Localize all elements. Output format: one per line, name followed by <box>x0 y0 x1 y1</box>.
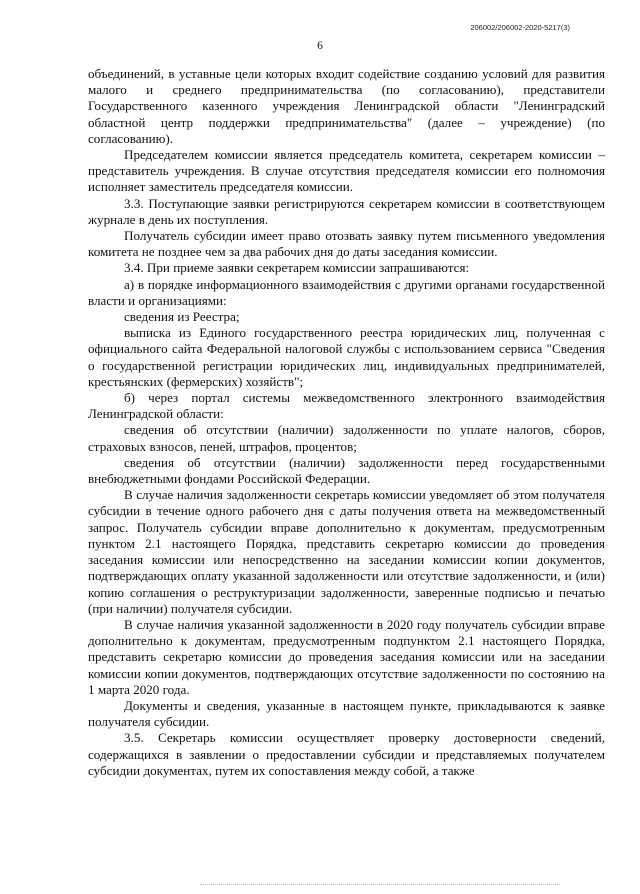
paragraph: сведения об отсутствии (наличии) задолженности по уплате налогов, сборов, страховых взносов, пеней, штрафов, процентов; <box>88 422 605 454</box>
paragraph: выписка из Единого государственного реестра юридических лиц, полученная с официального сайта Федеральной налоговой службы с использованием сервиса "Сведения о государственной регистрации юридических лиц, индивидуальных предпринимателей, крестьянских (фермерских) хозяйств"; <box>88 325 605 389</box>
paragraph: Председателем комиссии является председатель комитета, секретарем комиссии – представитель учреждения. В случае отсутствия председателя комиссии его полномочия исполняет заместитель председателя комиссии. <box>88 147 605 195</box>
paragraph: Получатель субсидии имеет право отозвать заявку путем письменного уведомления комитета не позднее чем за два рабочих дня до даты заседания комиссии. <box>88 228 605 260</box>
document-id: 206002/206002-2020-5217(3) <box>470 23 570 32</box>
paragraph: 3.4. При приеме заявки секретарем комиссии запрашиваются: <box>124 260 470 276</box>
document-body <box>88 66 605 779</box>
paragraph: сведения об отсутствии (наличии) задолженности перед государственными внебюджетными фондами Российской Федерации. <box>88 454 605 487</box>
paragraph: сведения из Реестра; <box>124 309 240 325</box>
page-number: 6 <box>317 40 323 52</box>
paragraph: 3.5. Секретарь комиссии осуществляет проверку достоверности сведений, содержащихся в заявлении о предоставлении субсидии и представляемых получателем субсидии документах, путем их сопоставления между собой, а также <box>88 730 605 778</box>
paragraph: а) в порядке информационного взаимодействия с другими органами государственной власти и организациями: <box>88 276 605 308</box>
paragraph: В случае наличия задолженности секретарь комиссии уведомляет об этом получателя субсидии в течение одного рабочего дня с даты получения ответа на межведомственный запрос. Получатель субсидии вправе дополнительно к документам, предусмотренным пунктом 2.1 настоящего Порядка, представить секретарю комиссии до проведения заседания комиссии или непосредственно на заседании комиссии копии документов, подтверждающих оплату указанной задолженности или отсутствие задолженности, и (или) копию соглашения о реструктуризации задолженности, заверенные подписью и печатью (при наличии) получателя субсидии. <box>88 487 605 616</box>
paragraph: б) через портал системы межведомственного электронного взаимодействия Ленинградской области: <box>88 390 605 422</box>
scan-edge-mark <box>200 884 560 888</box>
paragraph: В случае наличия указанной задолженности в 2020 году получатель субсидии вправе дополнительно к документам, предусмотренным подпунктом 2.1 настоящего Порядка, представить секретарю комиссии до проведения заседания комиссии или на заседании комиссии копии документов, подтверждающих отсутствие задолженности по состоянию на 1 марта 2020 года. <box>88 616 605 697</box>
paragraph: Документы и сведения, указанные в настоящем пункте, прикладываются к заявке получателя субсидии. <box>88 697 605 730</box>
paragraph: объединений, в уставные цели которых входит содействие созданию условий для развития малого и среднего предпринимательства (по согласованию), представители Государственного казенного учреждения Ленинградской области "Ленинградский областной центр поддержки предпринимательства" (далее – учреждение) (по согласованию). <box>88 66 605 146</box>
paragraph: 3.3. Поступающие заявки регистрируются секретарем комиссии в соответствующем журнале в день их поступления. <box>88 195 605 227</box>
